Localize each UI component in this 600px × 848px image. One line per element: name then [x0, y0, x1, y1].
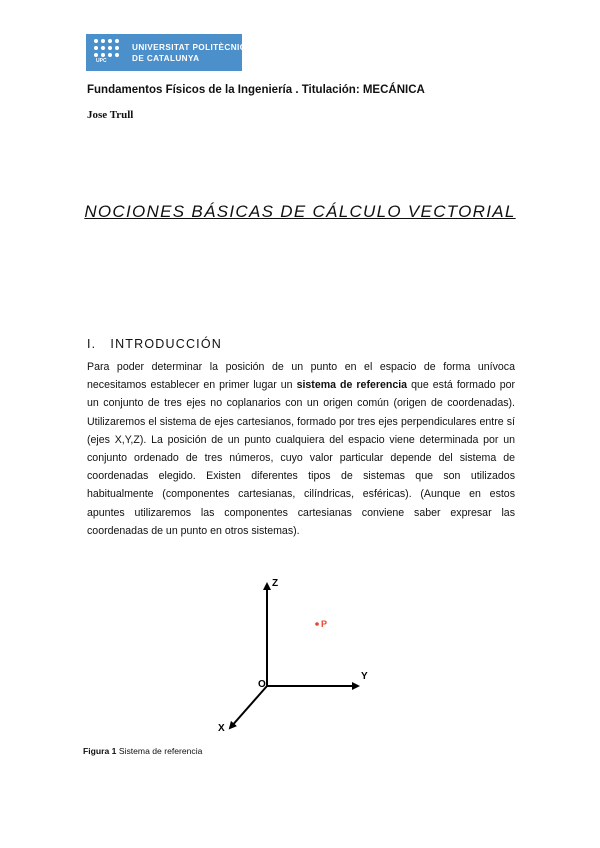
x-axis-label: X: [218, 723, 225, 734]
caption-text: Sistema de referencia: [118, 746, 203, 756]
y-axis-label: Y: [361, 671, 368, 682]
course-subject: Fundamentos Físicos de la Ingeniería . Titulación: MECÁNICA: [87, 84, 425, 96]
paragraph-text-2: que está formado por un conjunto de tres ejes no coplanarios con un origen común (origen de coordenadas). Utilizaremos el sistema de ejes cartesianos, formado por tres ejes perpendiculares entre sí (ejes X,Y,Z). La posición de un punto cualquiera del espacio viene determinada por un conjunto ordenado de tres números, cuyo valor particular depende del sistema de coordenadas elegido. Existen diferentes tipos de sistemas que son utilizados habitualmente (componentes cartesianas, cilíndricas, esféricas). (Aunque en estos apuntes utilizaremos las componentes cartesianas conviene saber expresar las coordenadas de un punto en otros sistemas).: [87, 379, 516, 537]
university-logo: [86, 34, 253, 71]
section-title: INTRODUCCIÓN: [110, 337, 223, 351]
x-axis: [230, 686, 267, 728]
reference-system-figure: [200, 570, 400, 740]
logo-line-1: UNIVERSITAT POLITÈCNICA: [132, 43, 253, 52]
logo-mark: UPC: [96, 58, 107, 64]
section-number: I.: [87, 337, 97, 351]
logo-line-2: DE CATALUNYA: [132, 54, 200, 63]
point-p-marker: [315, 622, 319, 626]
intro-paragraph: [87, 358, 515, 540]
figure-caption: [83, 746, 202, 756]
caption-label: Figura 1: [83, 746, 117, 756]
origin-label: O: [258, 679, 266, 690]
z-axis-label: Z: [272, 578, 279, 589]
section-heading: [87, 337, 222, 351]
point-p-label: P: [321, 619, 328, 629]
document-title: NOCIONES BÁSICAS DE CÁLCULO VECTORIAL: [84, 202, 516, 221]
paragraph-text-1: Para poder determinar la posición de un punto en el espacio de forma unívoca necesitamos establecer en primer lugar un: [87, 361, 515, 392]
author-name: Jose Trull: [87, 109, 134, 121]
paragraph-bold-term: sistema de referencia: [296, 379, 408, 392]
